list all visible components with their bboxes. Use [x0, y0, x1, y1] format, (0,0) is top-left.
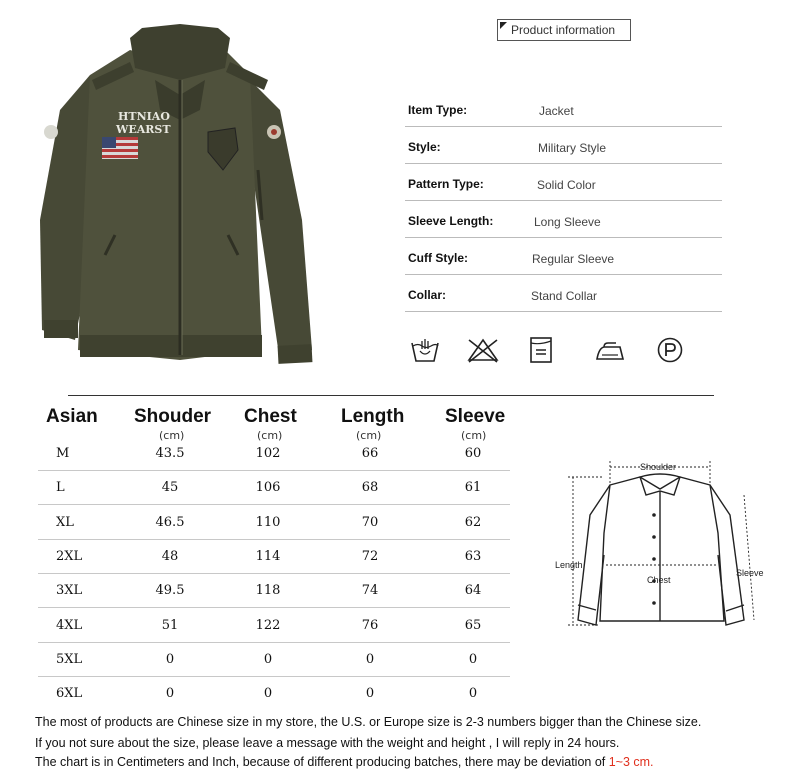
product-info-title-text: Product information: [511, 23, 616, 37]
tumble-dry-icon: [528, 337, 558, 363]
flag-patch: [102, 137, 138, 159]
size-label: 6XL: [56, 686, 83, 702]
attr-row-pattern-type: [405, 163, 722, 201]
cell-sleeve: 65: [464, 617, 482, 633]
hand-wash-icon: [410, 337, 440, 363]
unit-sleeve: (cm): [461, 429, 487, 442]
size-label: 3XL: [56, 583, 83, 599]
row-divider: [38, 607, 510, 608]
header-sleeve: Sleeve: [445, 406, 506, 427]
dry-clean-icon: [656, 337, 686, 363]
attr-key: Pattern Type:: [408, 177, 484, 191]
note-line-1: The most of products are Chinese size in my store, the U.S. or Europe size is 2-3 numbers bigger than the Chinese size.: [35, 715, 702, 729]
note-line-2: If you not sure about the size, please leave a message with the weight and height , I will reply in 24 hours.: [35, 736, 620, 750]
note-line-3-text: The chart is in Centimeters and Inch, because of different producing batches, there may be deviation of: [35, 755, 609, 769]
do-not-bleach-icon: [466, 337, 500, 363]
attr-key: Sleeve Length:: [408, 214, 494, 228]
cell-chest: 110: [255, 514, 281, 530]
cell-sleeve: 60: [464, 446, 482, 461]
cell-length: 0: [365, 651, 375, 667]
row-divider: [38, 642, 510, 643]
cell-shoulder: 48: [161, 548, 179, 564]
measurement-diagram: [548, 455, 773, 655]
size-label: 2XL: [56, 548, 83, 564]
attr-value: Military Style: [538, 141, 607, 155]
diagram-sleeve-label: Sleeve: [736, 568, 764, 578]
patch-text-2: WEARST: [116, 123, 171, 136]
row-divider: [38, 573, 510, 574]
cell-length: 0: [365, 686, 375, 702]
attr-row-style: [405, 126, 722, 164]
product-info-title: [497, 19, 631, 41]
attr-value: Long Sleeve: [534, 215, 601, 229]
header-length: Length: [341, 406, 405, 427]
cell-length: 68: [361, 480, 379, 496]
unit-length: (cm): [356, 429, 382, 442]
diagram-chest-label: Chest: [647, 575, 671, 585]
unit-shoulder: (cm): [159, 429, 185, 442]
row-divider: [38, 470, 510, 471]
row-divider: [38, 676, 510, 677]
cell-shoulder: 46.5: [155, 514, 185, 530]
cell-sleeve: 62: [464, 514, 482, 530]
cell-chest: 118: [255, 583, 281, 599]
cell-sleeve: 0: [468, 686, 478, 702]
attr-row-collar: [405, 274, 722, 312]
attr-row-item-type: [405, 89, 722, 127]
attr-row-cuff-style: [405, 237, 722, 275]
cell-shoulder: 49.5: [155, 583, 185, 599]
cell-sleeve: 0: [468, 651, 478, 667]
cell-chest: 114: [255, 548, 281, 564]
note-highlight: 1~3 cm.: [608, 755, 654, 769]
cell-chest: 0: [263, 686, 273, 702]
size-label: M: [56, 446, 70, 461]
row-divider: [38, 539, 510, 540]
attr-key: Style:: [408, 140, 441, 154]
attr-key: Collar:: [408, 288, 447, 302]
cell-shoulder: 45: [161, 480, 179, 496]
cell-length: 72: [361, 548, 379, 564]
diagram-length-label: Length: [555, 560, 583, 570]
size-label: 4XL: [56, 617, 83, 633]
attr-key: Item Type:: [408, 103, 468, 117]
size-label: L: [56, 480, 65, 496]
header-chest: Chest: [244, 406, 297, 427]
cell-sleeve: 64: [464, 583, 482, 599]
attr-value: Stand Collar: [531, 289, 598, 303]
header-size: Asian: [46, 406, 98, 427]
cell-chest: 122: [255, 617, 281, 633]
header-shoulder: Shouder: [134, 406, 212, 427]
row-divider: [38, 504, 510, 505]
attr-value: Jacket: [539, 104, 574, 118]
attr-key: Cuff Style:: [408, 251, 468, 265]
jacket-photo: [30, 20, 330, 370]
cell-length: 76: [361, 617, 379, 633]
attr-row-sleeve-length: [405, 200, 722, 238]
corner-mark-icon: [500, 22, 507, 29]
cell-length: 70: [361, 514, 379, 530]
size-label: 5XL: [56, 651, 83, 667]
cell-shoulder: 51: [161, 617, 179, 633]
cell-shoulder: 0: [165, 686, 175, 702]
cell-length: 66: [361, 446, 379, 461]
cell-sleeve: 61: [464, 480, 482, 496]
size-label: XL: [56, 514, 74, 530]
section-divider: [68, 395, 714, 396]
attr-value: Regular Sleeve: [532, 252, 615, 266]
iron-icon: [594, 337, 626, 363]
cell-sleeve: 63: [464, 548, 482, 564]
diagram-shoulder-label: Shoulder: [640, 462, 677, 472]
cell-chest: 102: [255, 446, 281, 461]
cell-chest: 106: [255, 480, 281, 496]
cell-chest: 0: [263, 651, 273, 667]
patch-text-1: HTNIAO: [118, 110, 170, 123]
note-line-3: [35, 755, 654, 769]
unit-chest: (cm): [257, 429, 283, 442]
attr-value: Solid Color: [537, 178, 596, 192]
cell-shoulder: 0: [165, 651, 175, 667]
cell-length: 74: [361, 583, 379, 599]
cell-shoulder: 43.5: [155, 446, 185, 461]
